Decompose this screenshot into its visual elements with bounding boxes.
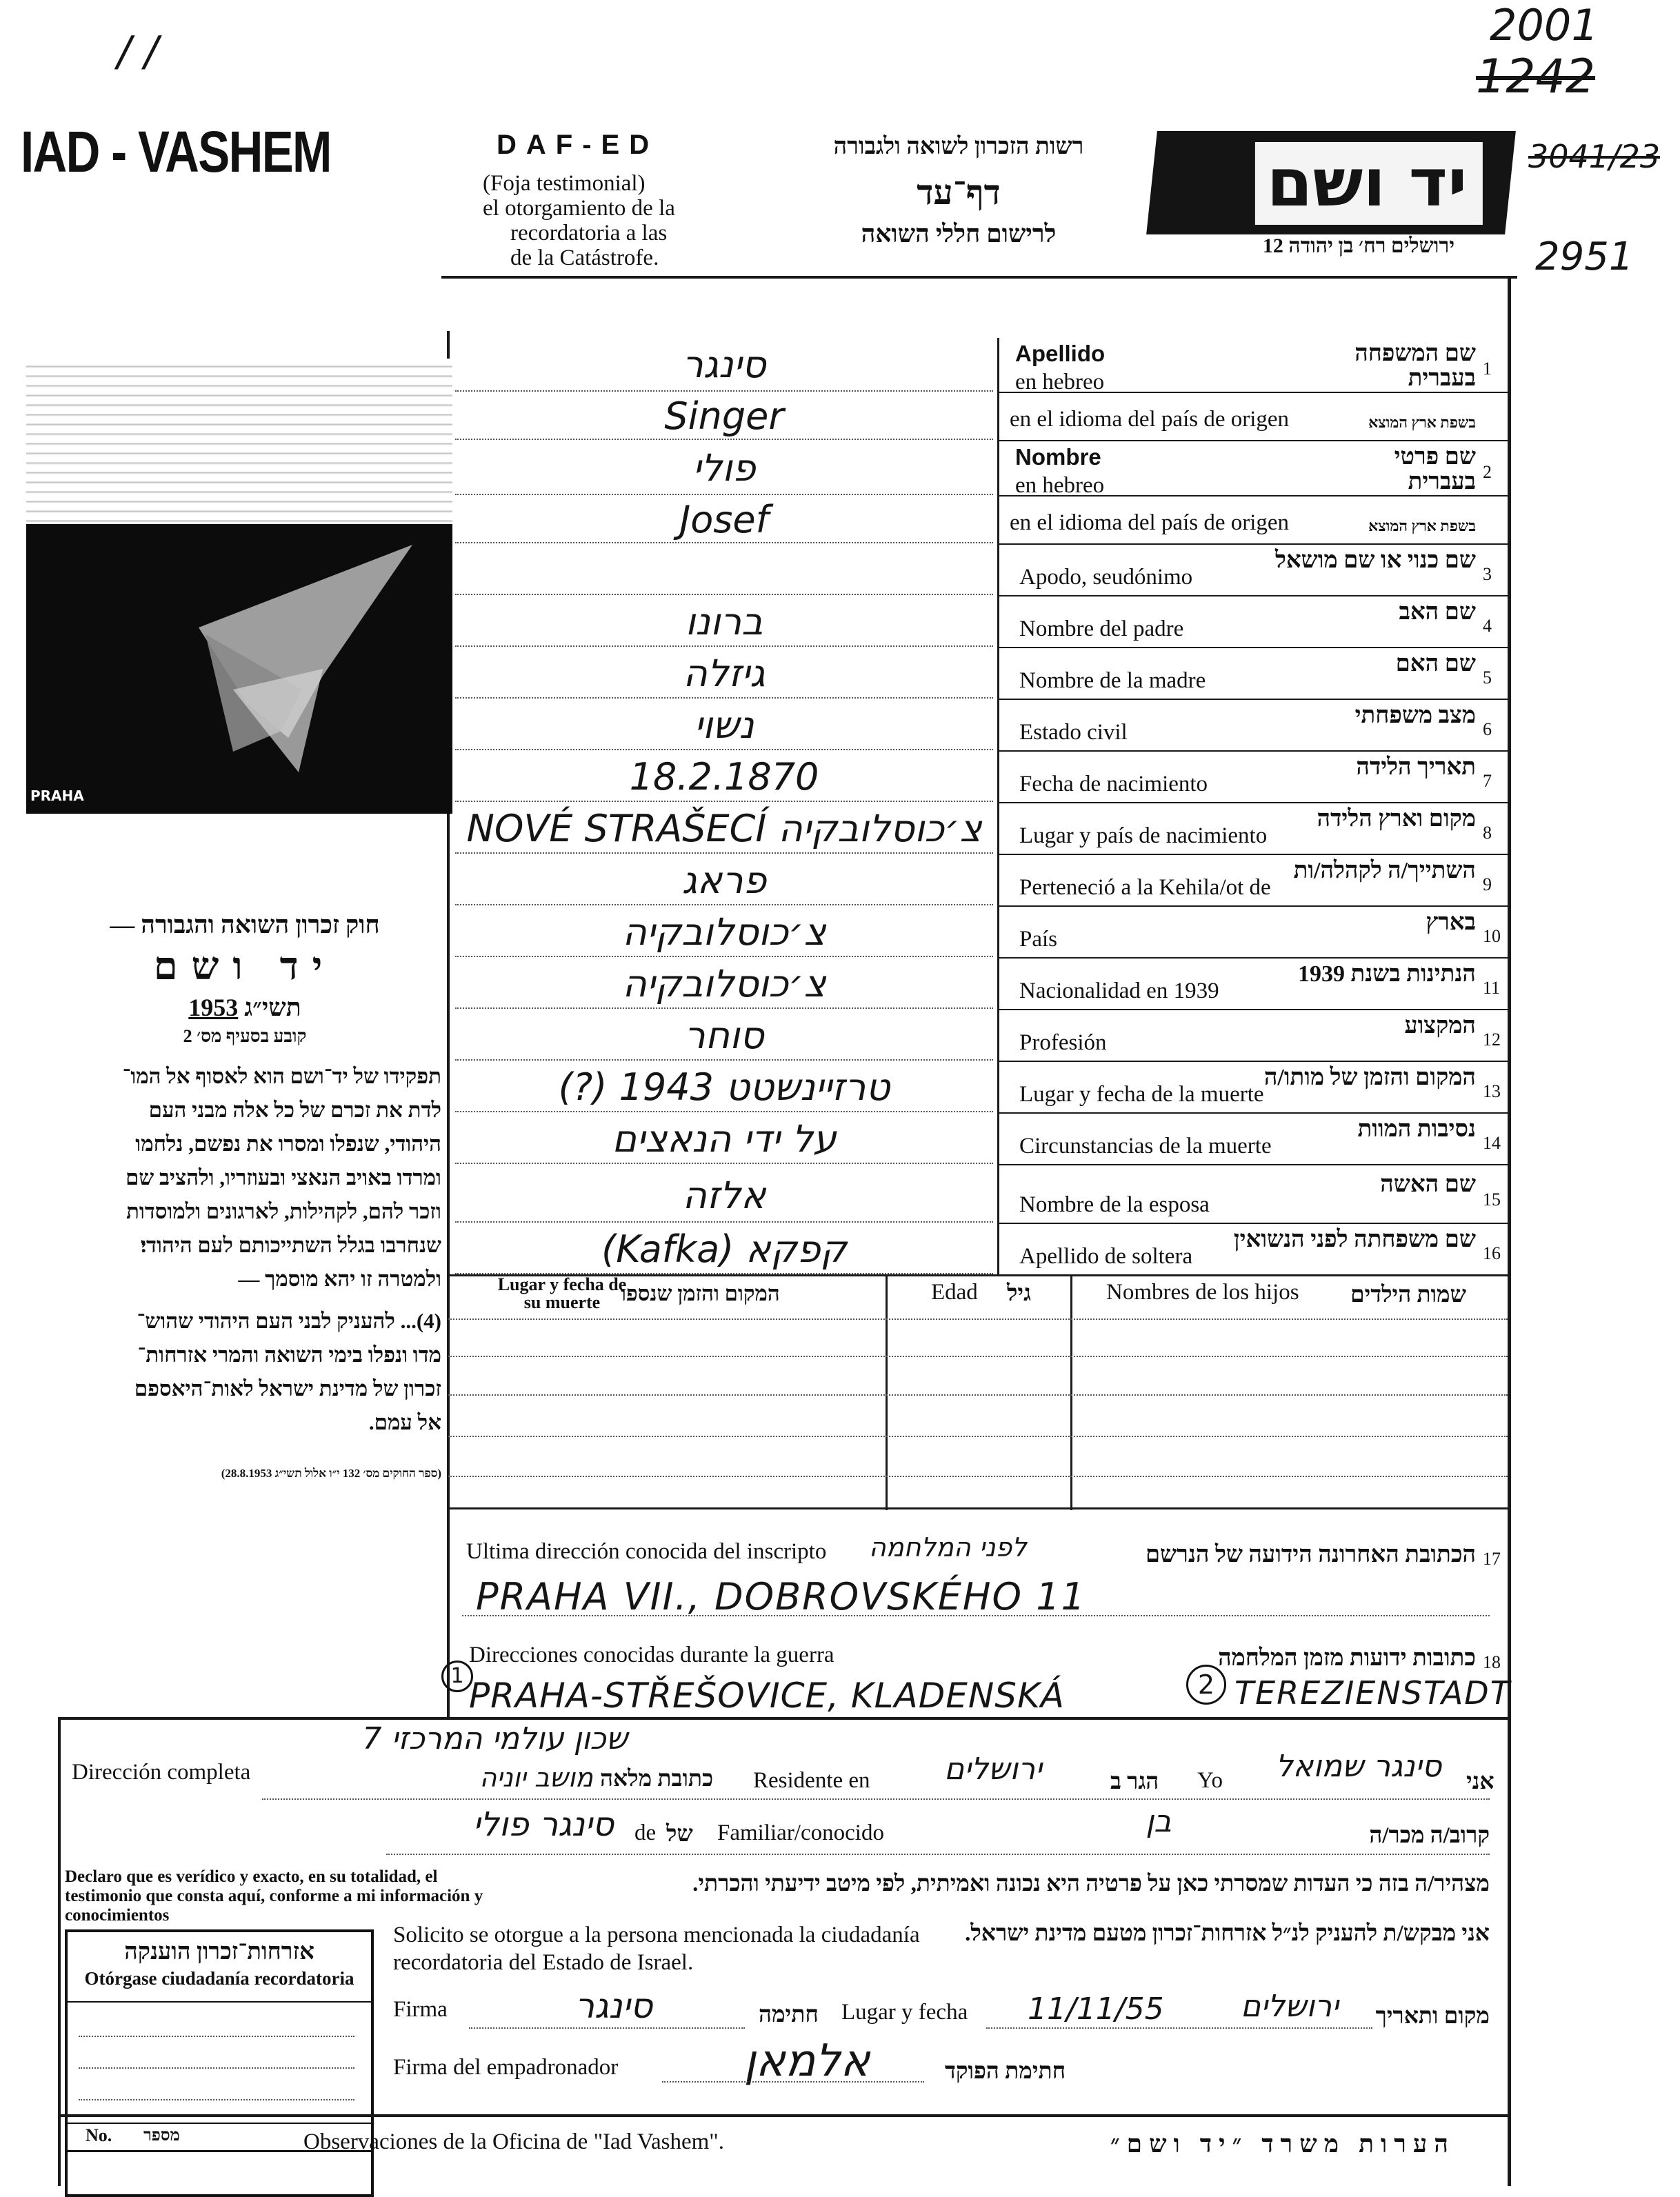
- field-separator: [999, 1009, 1509, 1010]
- field-separator: [999, 802, 1509, 803]
- field-label-he: בשפת ארץ המוצא: [1368, 517, 1476, 534]
- field-separator: [999, 699, 1509, 700]
- field-value-line: [455, 1007, 993, 1009]
- field-separator: [999, 647, 1509, 648]
- field-number: 15: [1483, 1190, 1501, 1210]
- field-label-he: שם האב: [1399, 599, 1476, 625]
- field-number: 9: [1483, 874, 1492, 894]
- field-value: פראג: [681, 859, 767, 902]
- field-separator: [999, 1061, 1509, 1062]
- war-address-label: Direcciones conocidas durante la guerra: [469, 1643, 834, 1667]
- field-number: 16: [1483, 1243, 1501, 1263]
- citizenship-box: אזרחות־זכרון הוענקה Otórgase ciudadanía recordatoria No. מספר: [65, 1929, 374, 2197]
- field-separator: [999, 854, 1509, 855]
- place-date-label: Lugar y fecha: [841, 2000, 968, 2025]
- field-label-sub: en hebreo: [1015, 370, 1105, 394]
- law-clause: (4)... להעניק לבני העם היהודי שהוש־ מדו ונפלו בימי השואה והמרי אזרחות־ זכרון של מדינת ישראל לאות־היאספם אל עמם.: [134, 1309, 441, 1434]
- declaration-text-he: מצהיר/ה בזה כי העדות שמסרתי כאן על פרטיה היא נכונה ואמיתית, לפי מיטב ידיעתי והכרתי.: [692, 1872, 1490, 1896]
- field-value: NOVÉ STRAŠECÍ צ׳כוסלובקיה: [466, 807, 982, 850]
- war-address-value-2: TEREZIENSTADT: [1234, 1674, 1511, 1712]
- declarant-name: סינגר שמואל: [1275, 1749, 1442, 1784]
- field-label: País: [1019, 927, 1058, 952]
- field-label: Apodo, seudónimo: [1019, 565, 1193, 590]
- field-value: אלזה: [682, 1174, 766, 1217]
- last-address-label: Ultima dirección conocida del inscripto: [466, 1539, 827, 1564]
- field-label: Apellido: [1015, 341, 1106, 366]
- struck-reference: 3041/23: [1528, 138, 1661, 175]
- iad-vashem-title: IAD - VASHEM: [21, 119, 331, 184]
- field-label-he: נסיבות המוות: [1357, 1116, 1476, 1142]
- field-value-line: [455, 852, 993, 854]
- field-number: 12: [1483, 1029, 1501, 1050]
- field-value-line: [455, 439, 993, 440]
- relationship-value: בן: [1146, 1804, 1172, 1839]
- relative-label: Familiar/conocido: [717, 1820, 884, 1845]
- field-label: Apellido de soltera: [1019, 1244, 1193, 1269]
- field-value: סינגר: [682, 343, 766, 386]
- field-label-he: שם משפחתה לפני הנשואין: [1233, 1227, 1476, 1252]
- margin-mark: / /: [117, 28, 159, 76]
- field-label: Nacionalidad en 1939: [1019, 979, 1219, 1003]
- signature-value: סינגר: [574, 1986, 653, 2026]
- daf-ed-title: DAF-ED: [497, 130, 659, 160]
- field-value-line: [455, 594, 993, 595]
- field-separator: [999, 595, 1509, 596]
- archive-number: 2001: [1490, 0, 1599, 50]
- field-label-he: שם האשה: [1380, 1172, 1476, 1197]
- field-value-line: [455, 904, 993, 905]
- field-number: 11: [1483, 977, 1501, 998]
- date-value: 11/11/55: [1028, 1992, 1164, 2027]
- citizenship-box-title: Otórgase ciudadanía recordatoria: [84, 1968, 354, 1989]
- resident-value: ירושלים: [944, 1752, 1042, 1787]
- field-value-line: [455, 1111, 993, 1112]
- field-value-line: [455, 749, 993, 750]
- hebrew-daf-ed: דף־עד: [917, 173, 1001, 212]
- children-col-place: Lugar y fecha de su muerte: [497, 1274, 627, 1312]
- declaration-text: Declaro que es verídico y exacto, en su totalidad, el testimonio que consta aquí, conforme a mi información y conocimientos: [65, 1867, 483, 1925]
- field-value-line: [455, 1059, 993, 1061]
- field-label-he: שם האם: [1395, 651, 1476, 676]
- field-separator: [999, 1112, 1509, 1114]
- field-number: 5: [1483, 667, 1492, 688]
- field-label: Profesión: [1019, 1030, 1107, 1055]
- field-value: על ידי הנאצים: [612, 1117, 837, 1161]
- field-value-line: [455, 390, 993, 392]
- field-label-he: תאריך הלידה: [1356, 754, 1476, 780]
- field-value-line: [455, 645, 993, 647]
- field-number: 14: [1483, 1132, 1501, 1153]
- memorial-photo: [26, 359, 452, 814]
- law-text: חוק זכרון השואה והגבורה — יד ושם תשי״ג 1953 קובע בסעיף מס׳ 2 תפקידו של יד־ושם הוא לאסוף אל המו־ לדת את זכרם של כל אלה מבני העם היהודי, שנפלו ומסרו את נפשם, נלחמו ומרדו באויב הנאצי ובעוזריו, ולהציב שם וזכר להם, לקהילות, לארגונים ולמוסדות שנחרבו בגלל השתייכותם לעם היהודי׃ ולמטרה זו יהא מוסמך — (4)... להעניק לבני העם היהודי שהוש־ מדו ונפלו בימי השואה והמרי אזרחות־ זכרון של מדינת ישראל לאות־היאספם אל עמם. (ספר החוקים מס׳ 132 י״ו אלול תשי״ג 28.8.1953): [48, 910, 441, 1481]
- field-number: 4: [1483, 615, 1492, 636]
- field-value: נשוי: [694, 703, 754, 747]
- last-address-note: לפני המלחמה: [869, 1532, 1027, 1563]
- field-label-he: הנתינות בשנת 1939: [1297, 961, 1476, 987]
- work-address-label-he: כתובת מלאה: [600, 1767, 714, 1792]
- full-address-label: Dirección completa: [72, 1760, 251, 1785]
- field-label: Circunstancias de la muerte: [1019, 1134, 1272, 1158]
- relative-of-value: סינגר פולי: [472, 1805, 614, 1844]
- field-label-he: מקום וארץ הלידה: [1317, 806, 1476, 832]
- field-number: 1: [1483, 359, 1492, 379]
- resident-label-he: הגר ב: [1110, 1769, 1159, 1794]
- last-address-label-he: הכתובת האחרונה הידועה של הנרשם: [1145, 1542, 1476, 1567]
- reference-number: 2951: [1535, 234, 1634, 279]
- last-address-value: PRAHA VII., DOBROVSKÉHO 11: [476, 1575, 1086, 1618]
- field-label: Perteneció a la Kehila/ot de: [1019, 875, 1271, 900]
- field-separator: [999, 905, 1509, 907]
- children-col-names-he: שמות הילדים: [1350, 1283, 1466, 1307]
- yad-vashem-address: ירושלים רח׳ בן יהודה 12: [1262, 234, 1455, 257]
- full-address-value: שכון עולמי המרכזי 7: [362, 1721, 628, 1756]
- field-label: Nombre de la esposa: [1019, 1192, 1210, 1217]
- war-address-marker-2: 2: [1186, 1665, 1226, 1705]
- field-value: 18.2.1870: [629, 755, 819, 799]
- request-text-he: אני מבקש/ת להעניק לנ״ל אזרחות־זכרון מטעם מדינת ישראל.: [965, 1921, 1490, 1946]
- field-label-he: בשפת ארץ המוצא: [1368, 414, 1476, 431]
- field-value: (?) 1943 טרזיינשטט: [558, 1065, 890, 1109]
- census-taker-signature: אלמאן: [743, 2036, 870, 2087]
- children-col-age-he: גיל: [1007, 1281, 1031, 1306]
- field-value: ברונו: [685, 600, 763, 643]
- hebrew-subtitle: לרישום חללי השואה: [861, 220, 1057, 248]
- field-value: פולי: [692, 446, 756, 490]
- field-value-line: [455, 697, 993, 699]
- field-value-line: [455, 494, 993, 495]
- header-spanish-subtitle: (Foja testimonial) el otorgamiento de la recordatoria a las de la Catástrofe.: [483, 171, 675, 270]
- frame-top: [441, 276, 1517, 279]
- field-number: 2: [1483, 462, 1492, 482]
- law-body: תפקידו של יד־ושם הוא לאסוף אל המו־ לדת את זכרם של כל אלה מבני העם היהודי, שנפלו ומסרו את נפשם, נלחמו ומרדו באויב הנאצי ובעוזריו, ולהציב שם וזכר להם, לקהילות, לארגונים ולמוסדות שנחרבו בגלל השתייכותם לעם היהודי׃ ולמטרה זו יהא מוסמך —: [122, 1064, 441, 1291]
- field-label: Estado civil: [1019, 720, 1128, 745]
- children-col-place-he: המקום והזמן שנספו: [621, 1281, 780, 1305]
- label-divider: [997, 338, 999, 1276]
- field-label-he: שם פרטי: [1394, 444, 1476, 470]
- place-value: ירושלים: [1241, 1989, 1339, 2024]
- field-number: 8: [1483, 822, 1492, 843]
- relative-label-he: קרוב/ה מכר/ה: [1369, 1823, 1490, 1848]
- field-value-line: [455, 542, 993, 543]
- law-name: יד ושם: [153, 945, 337, 988]
- field-value: Singer: [664, 394, 784, 438]
- field-value-line: [455, 801, 993, 802]
- field-separator: [999, 440, 1509, 441]
- field-label-sub: en hebreo: [1015, 473, 1105, 498]
- field-label-he: המקצוע: [1404, 1013, 1476, 1039]
- field-label-he-sub: בעברית: [1408, 365, 1476, 391]
- war-address-value-1: PRAHA-STŘEŠOVICE, KLADENSKÁ: [469, 1676, 1065, 1716]
- hebrew-authority: רשות הזכרון לשואה ולגבורה: [833, 134, 1084, 159]
- field-label-he: שם כנוי או שם מושאל: [1274, 548, 1476, 573]
- field-separator: [999, 543, 1509, 545]
- field-label-he: בארץ: [1426, 910, 1476, 935]
- field-separator: [999, 1223, 1509, 1224]
- field-value-line: [455, 1163, 993, 1164]
- children-col-names: Nombres de los hijos: [1106, 1280, 1299, 1305]
- field-value: צ׳כוסלובקיה: [622, 910, 826, 954]
- field-label-he: שם המשפחה: [1354, 341, 1476, 366]
- field-value: Josef: [679, 498, 769, 541]
- field-label: Nombre de la madre: [1019, 668, 1206, 693]
- field-number: 7: [1483, 770, 1492, 791]
- field-label-he: המקום והזמן של מותו/ה: [1263, 1065, 1476, 1090]
- yad-vashem-logo: יד ושם: [1146, 131, 1516, 234]
- field-number: 6: [1483, 719, 1492, 739]
- field-label: Lugar y país de nacimiento: [1019, 823, 1268, 848]
- field-label: Nombre: [1015, 444, 1101, 470]
- yo-label: Yo: [1197, 1768, 1223, 1793]
- request-text: Solicito se otorgue a la persona mencionada la ciudadanía recordatoria del Estado de Israel.: [393, 1923, 920, 1975]
- citizenship-box-title-he: אזרחות־זכרון הוענקה: [124, 1939, 314, 1965]
- photo-caption: PRAHA: [30, 787, 84, 804]
- field-separator: [999, 750, 1509, 752]
- field-value: צ׳כוסלובקיה: [622, 962, 826, 1005]
- field-label-he: השתייך/ה לקהלה/ות: [1293, 858, 1476, 883]
- field-number: 10: [1483, 925, 1501, 946]
- field-label-he: מצב משפחתי: [1354, 703, 1476, 728]
- field-label: en el idioma del país de origen: [1010, 510, 1290, 535]
- war-address-marker-1: 1: [441, 1661, 473, 1692]
- footer-observations-he: הערות משרד ״יד ושם״: [1110, 2130, 1455, 2158]
- field-label-he-sub: בעברית: [1408, 469, 1476, 494]
- children-col-age: Edad: [931, 1280, 978, 1305]
- field-separator: [999, 1164, 1509, 1165]
- struck-archive-number: 1242: [1476, 50, 1596, 104]
- resident-label: Residente en: [753, 1768, 870, 1793]
- field-value: גיזלה: [683, 652, 766, 695]
- field-value-line: [455, 956, 993, 957]
- field-separator: [999, 957, 1509, 959]
- field-value: סוחר: [684, 1014, 764, 1057]
- field-label: Lugar y fecha de la muerte: [1019, 1082, 1264, 1107]
- field-number: 13: [1483, 1081, 1501, 1101]
- work-address-value: מושב יוניה: [479, 1763, 593, 1793]
- census-taker-label: Firma del empadronador: [393, 2055, 619, 2080]
- field-value-line: [455, 1221, 993, 1223]
- frame-right: [1508, 276, 1511, 2186]
- field-label: en el idioma del país de origen: [1010, 407, 1290, 432]
- law-citation: (ספר החוקים מס׳ 132 י״ו אלול תשי״ג 28.8.1953): [221, 1467, 441, 1480]
- field-label: Fecha de nacimiento: [1019, 772, 1208, 796]
- field-value: (Kafka) קפקא: [601, 1227, 847, 1271]
- signature-label: Firma: [393, 1997, 448, 2022]
- law-title: חוק זכרון השואה והגבורה —: [110, 911, 380, 939]
- footer-observations: Observaciones de la Oficina de "Iad Vashem".: [303, 2129, 725, 2154]
- war-address-label-he: כתובות ידועות מזמן המלחמה: [1218, 1645, 1476, 1671]
- field-number: 3: [1483, 563, 1492, 584]
- field-label: Nombre del padre: [1019, 616, 1184, 641]
